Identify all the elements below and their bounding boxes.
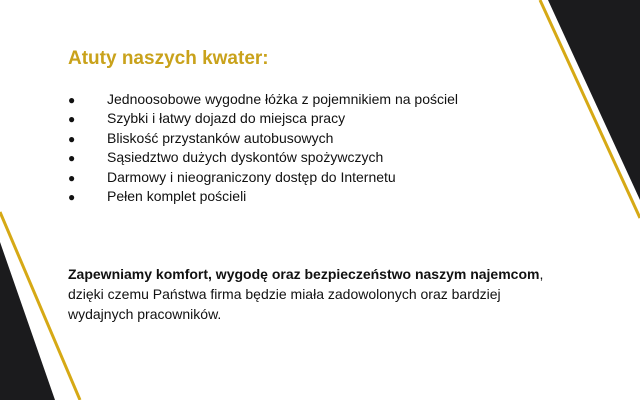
bullet-icon: ● [68, 131, 76, 146]
list-item [68, 129, 458, 148]
list-item [68, 168, 458, 187]
list-item [68, 148, 458, 167]
bullet-icon: ● [68, 151, 76, 166]
closing-bold-text: Zapewniamy komfort, wygodę oraz bezpieczeństwo naszym najemcom [68, 266, 540, 282]
feature-text: Szybki i łatwy dojazd do miejsca pracy [107, 110, 346, 127]
feature-text: Bliskość przystanków autobusowych [107, 129, 334, 146]
feature-text: Pełen komplet pościeli [107, 187, 247, 204]
feature-text: Sąsiedztwo dużych dyskontów spożywczych [107, 149, 384, 166]
feature-list [68, 90, 458, 206]
closing-text: , dzięki czemu Państwa firma będzie miała zadowolonych oraz bardziej wydajnych pracowników. [68, 266, 544, 322]
bullet-icon: ● [68, 189, 76, 204]
list-item [68, 109, 458, 128]
bullet-icon: ● [68, 112, 76, 127]
feature-text: Darmowy i nieograniczony dostęp do Internetu [107, 168, 396, 185]
list-item [68, 187, 458, 206]
bullet-icon: ● [68, 170, 76, 185]
list-item [68, 90, 458, 109]
bullet-icon: ● [68, 93, 76, 107]
feature-text: Jednoosobowe wygodne łóżka z pojemnikiem na pościel [107, 91, 458, 107]
slide-title: Atuty naszych kwater: [68, 48, 269, 69]
closing-paragraph [68, 264, 568, 324]
top-right-dark-wedge [548, 0, 640, 200]
